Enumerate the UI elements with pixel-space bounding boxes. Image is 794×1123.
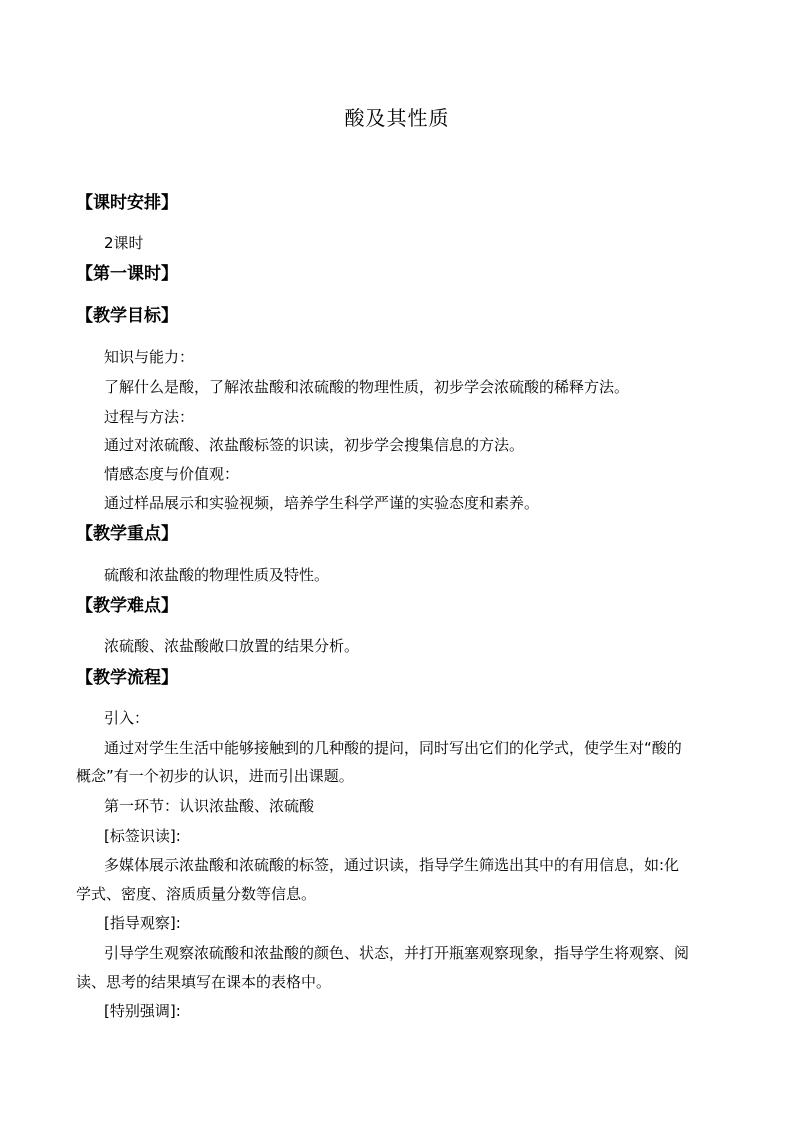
label-reading-tag: [标签识读]: xyxy=(104,827,181,845)
emotion-text: 通过样品展示和实验视频，培养学生科学严谨的实验态度和素养。 xyxy=(104,494,540,512)
heading-first-period: 【第一课时】 xyxy=(76,264,178,284)
heading-key-points: 【教学重点】 xyxy=(76,524,178,544)
key-points-text: 硫酸和浓盐酸的物理性质及特性。 xyxy=(104,566,330,584)
intro-line-2: 概念”有一个初步的认识，进而引出课题。 xyxy=(76,767,354,785)
heading-objectives: 【教学目标】 xyxy=(76,306,178,326)
page-title: 酸及其性质 xyxy=(344,106,450,130)
process-text: 通过对浓硫酸、浓盐酸标签的识读，初步学会搜集信息的方法。 xyxy=(104,436,525,454)
emotion-label: 情感态度与价值观： xyxy=(104,465,240,483)
intro-line-1: 通过对学生生活中能够接触到的几种酸的提问，同时写出它们的化学式，使学生对“酸的 xyxy=(104,739,682,757)
knowledge-text: 了解什么是酸，了解浓盐酸和浓硫酸的物理性质，初步学会浓硫酸的稀释方法。 xyxy=(104,378,630,396)
knowledge-label: 知识与能力： xyxy=(104,348,195,366)
difficulties-text: 浓硫酸、浓盐酸敞口放置的结果分析。 xyxy=(104,637,360,655)
label-reading-line-2: 学式、密度、溶质质量分数等信息。 xyxy=(76,885,317,903)
heading-difficulties: 【教学难点】 xyxy=(76,596,178,616)
intro-label: 引入： xyxy=(104,709,150,727)
observation-line-2: 读、思考的结果填写在课本的表格中。 xyxy=(76,973,332,991)
observation-line-1: 引导学生观察浓硫酸和浓盐酸的颜色、状态，并打开瓶塞观察现象，指导学生将观察、阅 xyxy=(104,944,690,962)
label-reading-line-1: 多媒体展示浓盐酸和浓硫酸的标签，通过识读，指导学生筛选出其中的有用信息，如:化 xyxy=(104,856,680,874)
emphasis-tag: [特别强调]: xyxy=(104,1002,181,1020)
heading-process: 【教学流程】 xyxy=(76,668,178,688)
observation-tag: [指导观察]: xyxy=(104,914,181,932)
process-label: 过程与方法： xyxy=(104,408,195,426)
step1-label: 第一环节：认识浓盐酸、浓硫酸 xyxy=(104,797,315,815)
schedule-text: 2课时 xyxy=(104,234,144,252)
heading-schedule: 【课时安排】 xyxy=(76,193,178,213)
